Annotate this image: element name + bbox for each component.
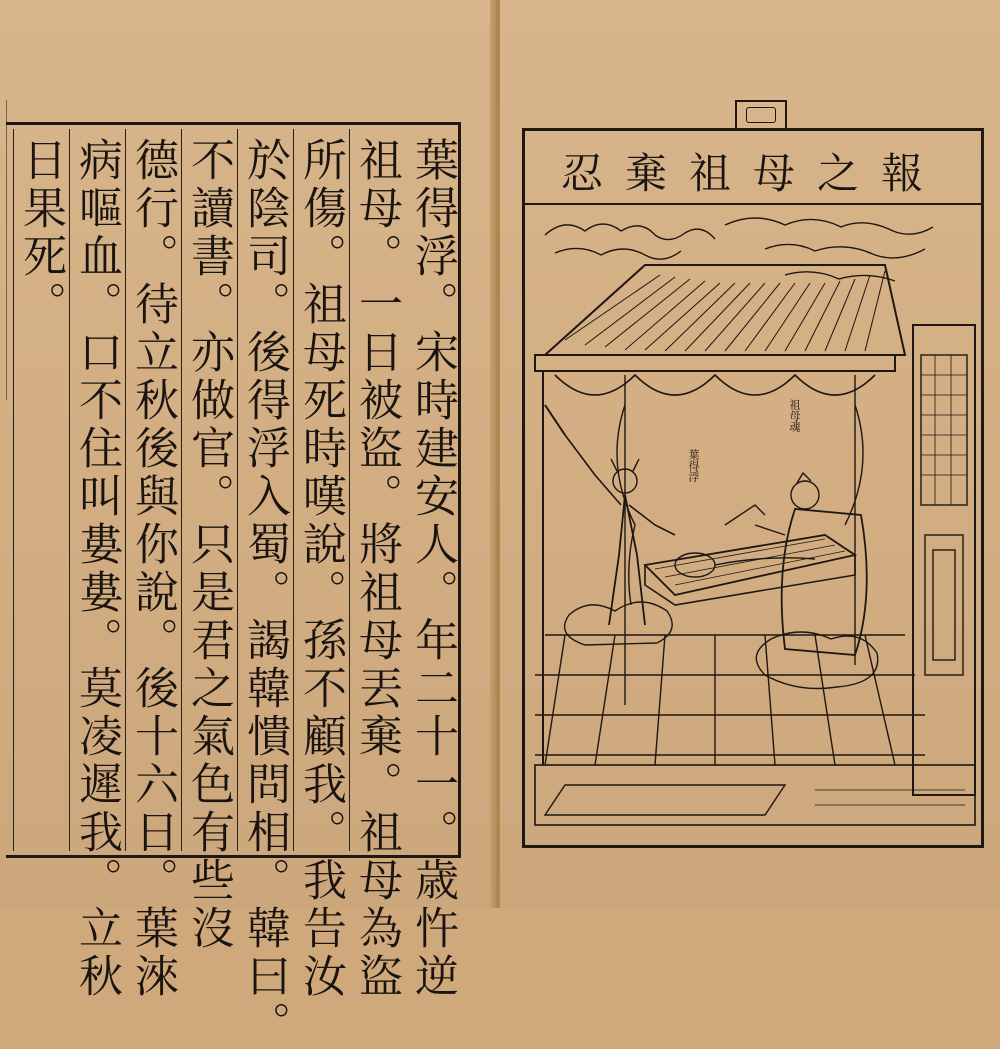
column-text: 於陰司。後得浮入蜀。謁韓憒問相。韓曰。	[239, 137, 290, 1049]
text-column	[125, 129, 178, 1001]
column-text: 祖母。一日被盜。將祖母丟棄。祖母為盜	[351, 137, 402, 1001]
text-column	[181, 129, 234, 953]
column-text: 所傷。祖母死時嘆說。孫不顧我。我告汝	[295, 137, 346, 1001]
illustration-frame	[522, 128, 984, 848]
column-text: 日果死。	[15, 137, 66, 329]
left-page	[0, 0, 497, 1049]
text-column	[13, 129, 66, 851]
illustration-title-bar	[525, 131, 981, 205]
text-column	[293, 129, 346, 1001]
column-text: 葉得浮。宋時建安人。年二十一。歳忤逆	[407, 137, 458, 1001]
page-tab-ornament	[735, 100, 787, 130]
text-column	[406, 129, 458, 1001]
caption-grandmother: 祖母魂	[788, 399, 801, 432]
next-page-edge	[982, 130, 1000, 390]
woodcut-scene	[525, 205, 981, 845]
ornament-glyph	[746, 107, 776, 123]
column-text: 不讀書。亦做官。只是君之氣色有些沒	[183, 137, 234, 953]
text-column	[349, 129, 402, 1001]
text-column	[69, 129, 122, 1001]
column-text: 病嘔血。口不住叫婁婁。莫凌遲我。立秋	[71, 137, 122, 1001]
illustration-title: 忍棄祖母之報	[560, 149, 945, 198]
column-text: 德行。待立秋後與你說。後十六日。葉淶	[127, 137, 178, 1001]
text-frame	[6, 122, 461, 1049]
text-column	[237, 129, 290, 1049]
caption-ye-defu: 葉得浮	[687, 449, 700, 482]
